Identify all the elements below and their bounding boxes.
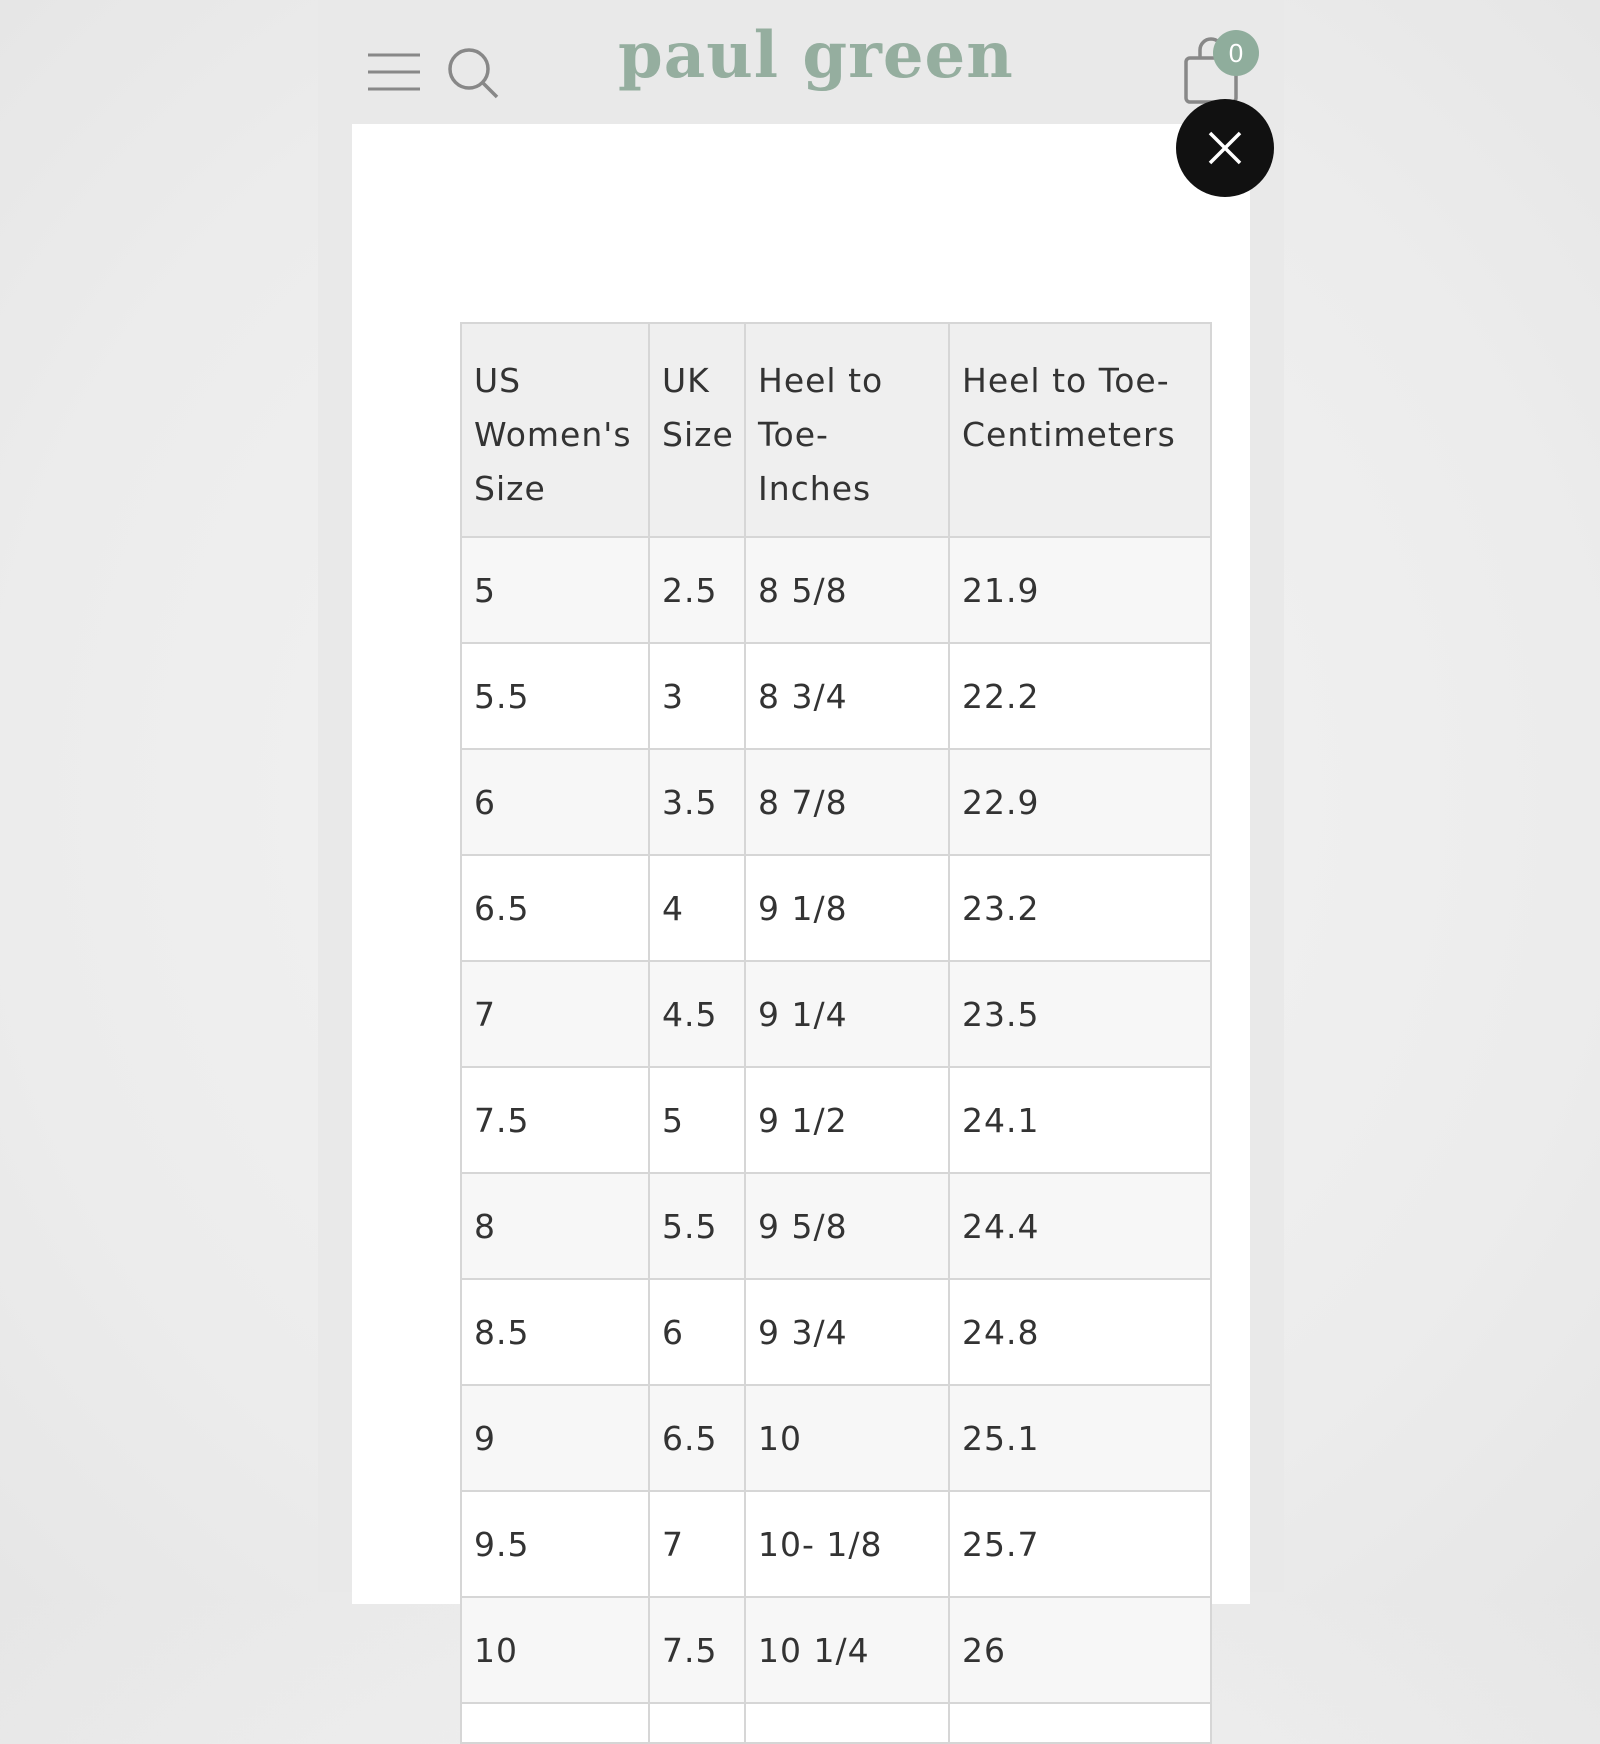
search-icon[interactable] [446, 46, 500, 100]
table-cell: 22.9 [949, 749, 1211, 855]
table-cell: 10 [461, 1597, 649, 1703]
table-cell [949, 1703, 1211, 1743]
brand-logo[interactable]: paul green [618, 18, 1014, 93]
table-row [461, 1597, 1211, 1703]
table-cell: 5 [461, 537, 649, 643]
table-row [461, 643, 1211, 749]
table-cell: 3.5 [649, 749, 745, 855]
table-cell: 9 3/4 [745, 1279, 949, 1385]
table-cell: 6.5 [461, 855, 649, 961]
hamburger-icon[interactable] [366, 50, 422, 94]
table-cell: 23.5 [949, 961, 1211, 1067]
table-cell: 4.5 [649, 961, 745, 1067]
table-cell: 10 1/4 [745, 1597, 949, 1703]
table-cell: 6.5 [649, 1385, 745, 1491]
table-cell: 8.5 [461, 1279, 649, 1385]
table-cell: 22.2 [949, 643, 1211, 749]
table-row [461, 1491, 1211, 1597]
table-cell: 23.2 [949, 855, 1211, 961]
table-cell: 8 [461, 1173, 649, 1279]
page [318, 0, 1284, 1670]
table-cell: 5.5 [649, 1173, 745, 1279]
table-cell [461, 1703, 649, 1743]
table-cell: 24.4 [949, 1173, 1211, 1279]
table-cell [745, 1703, 949, 1743]
table-row [461, 855, 1211, 961]
table-cell: 10 [745, 1385, 949, 1491]
size-chart-table [460, 322, 1212, 1744]
column-header: Heel to Toe- Centimeters [949, 323, 1211, 537]
table-cell: 2.5 [649, 537, 745, 643]
column-header: UK Size [649, 323, 745, 537]
table-cell: 9 1/4 [745, 961, 949, 1067]
table-row [461, 537, 1211, 643]
table-cell: 6 [461, 749, 649, 855]
table-row [461, 749, 1211, 855]
table-cell: 24.8 [949, 1279, 1211, 1385]
size-chart-modal [352, 124, 1250, 1670]
site-header [318, 0, 1284, 124]
table-cell: 9 1/2 [745, 1067, 949, 1173]
table-cell: 8 7/8 [745, 749, 949, 855]
table-cell: 5 [649, 1067, 745, 1173]
table-cell: 10- 1/8 [745, 1491, 949, 1597]
table-cell: 25.7 [949, 1491, 1211, 1597]
table-row [461, 1385, 1211, 1491]
table-cell: 5.5 [461, 643, 649, 749]
table-cell: 6 [649, 1279, 745, 1385]
table-cell [649, 1703, 745, 1743]
table-row [461, 1703, 1211, 1743]
table-cell: 3 [649, 643, 745, 749]
table-cell: 7 [461, 961, 649, 1067]
column-header: US Women's Size [461, 323, 649, 537]
table-cell: 9 5/8 [745, 1173, 949, 1279]
table-cell: 21.9 [949, 537, 1211, 643]
table-cell: 7.5 [649, 1597, 745, 1703]
close-modal-button[interactable] [1176, 99, 1274, 197]
cart-count-badge: 0 [1213, 30, 1259, 76]
table-cell: 8 3/4 [745, 643, 949, 749]
table-row [461, 1279, 1211, 1385]
table-header-row [461, 323, 1211, 537]
table-cell: 25.1 [949, 1385, 1211, 1491]
table-cell: 4 [649, 855, 745, 961]
table-cell: 7.5 [461, 1067, 649, 1173]
table-cell: 7 [649, 1491, 745, 1597]
table-cell: 9 [461, 1385, 649, 1491]
table-row [461, 1067, 1211, 1173]
table-cell: 8 5/8 [745, 537, 949, 643]
table-cell: 9.5 [461, 1491, 649, 1597]
table-cell: 26 [949, 1597, 1211, 1703]
table-row [461, 1173, 1211, 1279]
column-header: Heel to Toe- Inches [745, 323, 949, 537]
close-icon [1207, 130, 1243, 166]
table-cell: 9 1/8 [745, 855, 949, 961]
table-row [461, 961, 1211, 1067]
table-cell: 24.1 [949, 1067, 1211, 1173]
